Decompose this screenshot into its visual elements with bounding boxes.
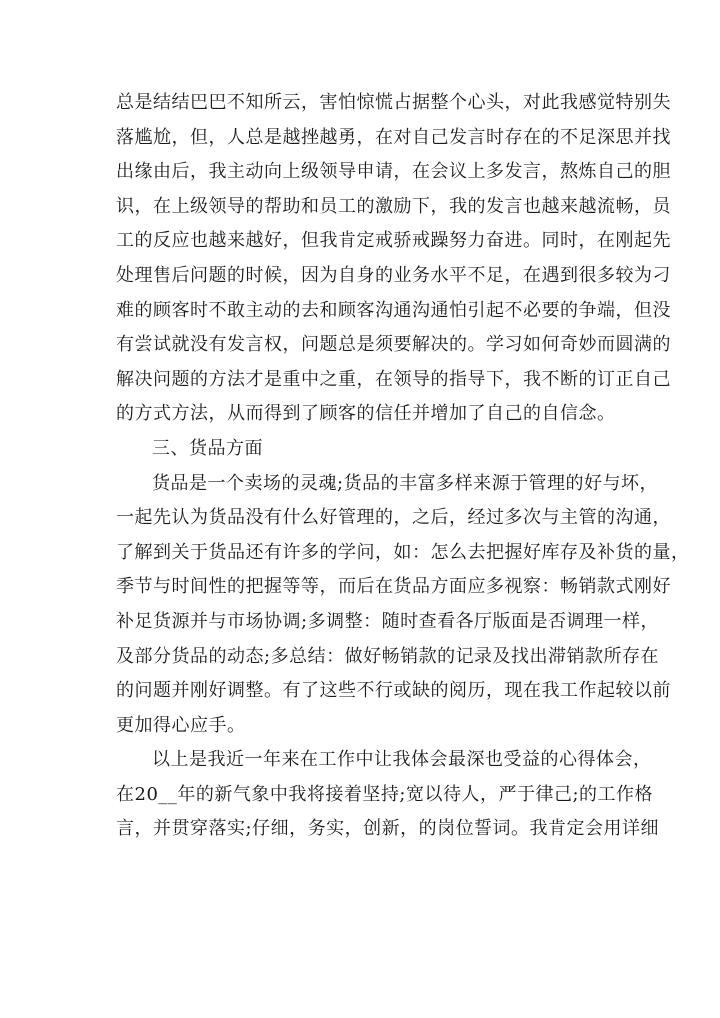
paragraph-line: 出缘由后，我主动向上级领导申请，在会议上多发言，熬炼自己的胆 [116, 161, 671, 183]
paragraph-line: 季节与时间性的把握等等，而后在货品方面应多视察：畅销款式刚好 [116, 576, 671, 598]
paragraph-line: 的问题并刚好调整。有了这些不行或缺的阅历，现在我工作起较以前 [116, 680, 671, 702]
paragraph-line: 在20__年的新气象中我将接着坚持;宽以待人，严于律己;的工作格 [116, 783, 654, 805]
paragraph-line: 的方式方法，从而得到了顾客的信任并增加了自己的自信念。 [116, 403, 616, 425]
paragraph-line: 更加得心应手。 [116, 714, 246, 736]
paragraph-line: 处理售后问题的时候，因为自身的业务水平不足，在遇到很多较为刁 [116, 264, 671, 286]
paragraph-line: 以上是我近一年来在工作中让我体会最深也受益的心得体会， [152, 749, 652, 771]
paragraph-line: 有尝试就没有发言权，问题总是须要解决的。学习如何奇妙而圆满的 [116, 334, 671, 356]
paragraph-line: 解决问题的方法才是重中之重，在领导的指导下，我不断的订正自己 [116, 368, 671, 390]
paragraph-line: 言，并贯穿落实;仔细，务实，创新，的岗位誓词。我肯定会用详细 [116, 818, 660, 840]
section-heading: 三、货品方面 [152, 437, 263, 459]
paragraph-line: 及部分货品的动态;多总结：做好畅销款的记录及找出滞销款所存在 [116, 645, 660, 667]
paragraph-line: 货品是一个卖场的灵魂;货品的丰富多样来源于管理的好与坏， [152, 472, 659, 494]
paragraph-line: 识，在上级领导的帮助和员工的激励下，我的发言也越来越流畅，员 [116, 195, 671, 217]
paragraph-line: 难的顾客时不敢主动的去和顾客沟通沟通怕引起不必要的争端，但没 [116, 299, 671, 321]
paragraph-line: 工的反应也越来越好，但我肯定戒骄戒躁努力奋进。同时，在刚起先 [116, 230, 671, 252]
paragraph-line: 总是结结巴巴不知所云，害怕惊慌占据整个心头，对此我感觉特别失 [116, 92, 671, 113]
paragraph-line: 一起先认为货品没有什么好管理的，之后，经过多次与主管的沟通， [116, 507, 671, 529]
paragraph-line: 了解到关于货品还有许多的学问，如：怎么去把握好库存及补货的量， [116, 541, 690, 563]
document-body [116, 86, 690, 847]
paragraph-line: 补足货源并与市场协调;多调整：随时查看各厅版面是否调理一样， [116, 610, 660, 632]
paragraph-line: 落尴尬，但，人总是越挫越勇，在对自己发言时存在的不足深思并找 [116, 126, 671, 148]
